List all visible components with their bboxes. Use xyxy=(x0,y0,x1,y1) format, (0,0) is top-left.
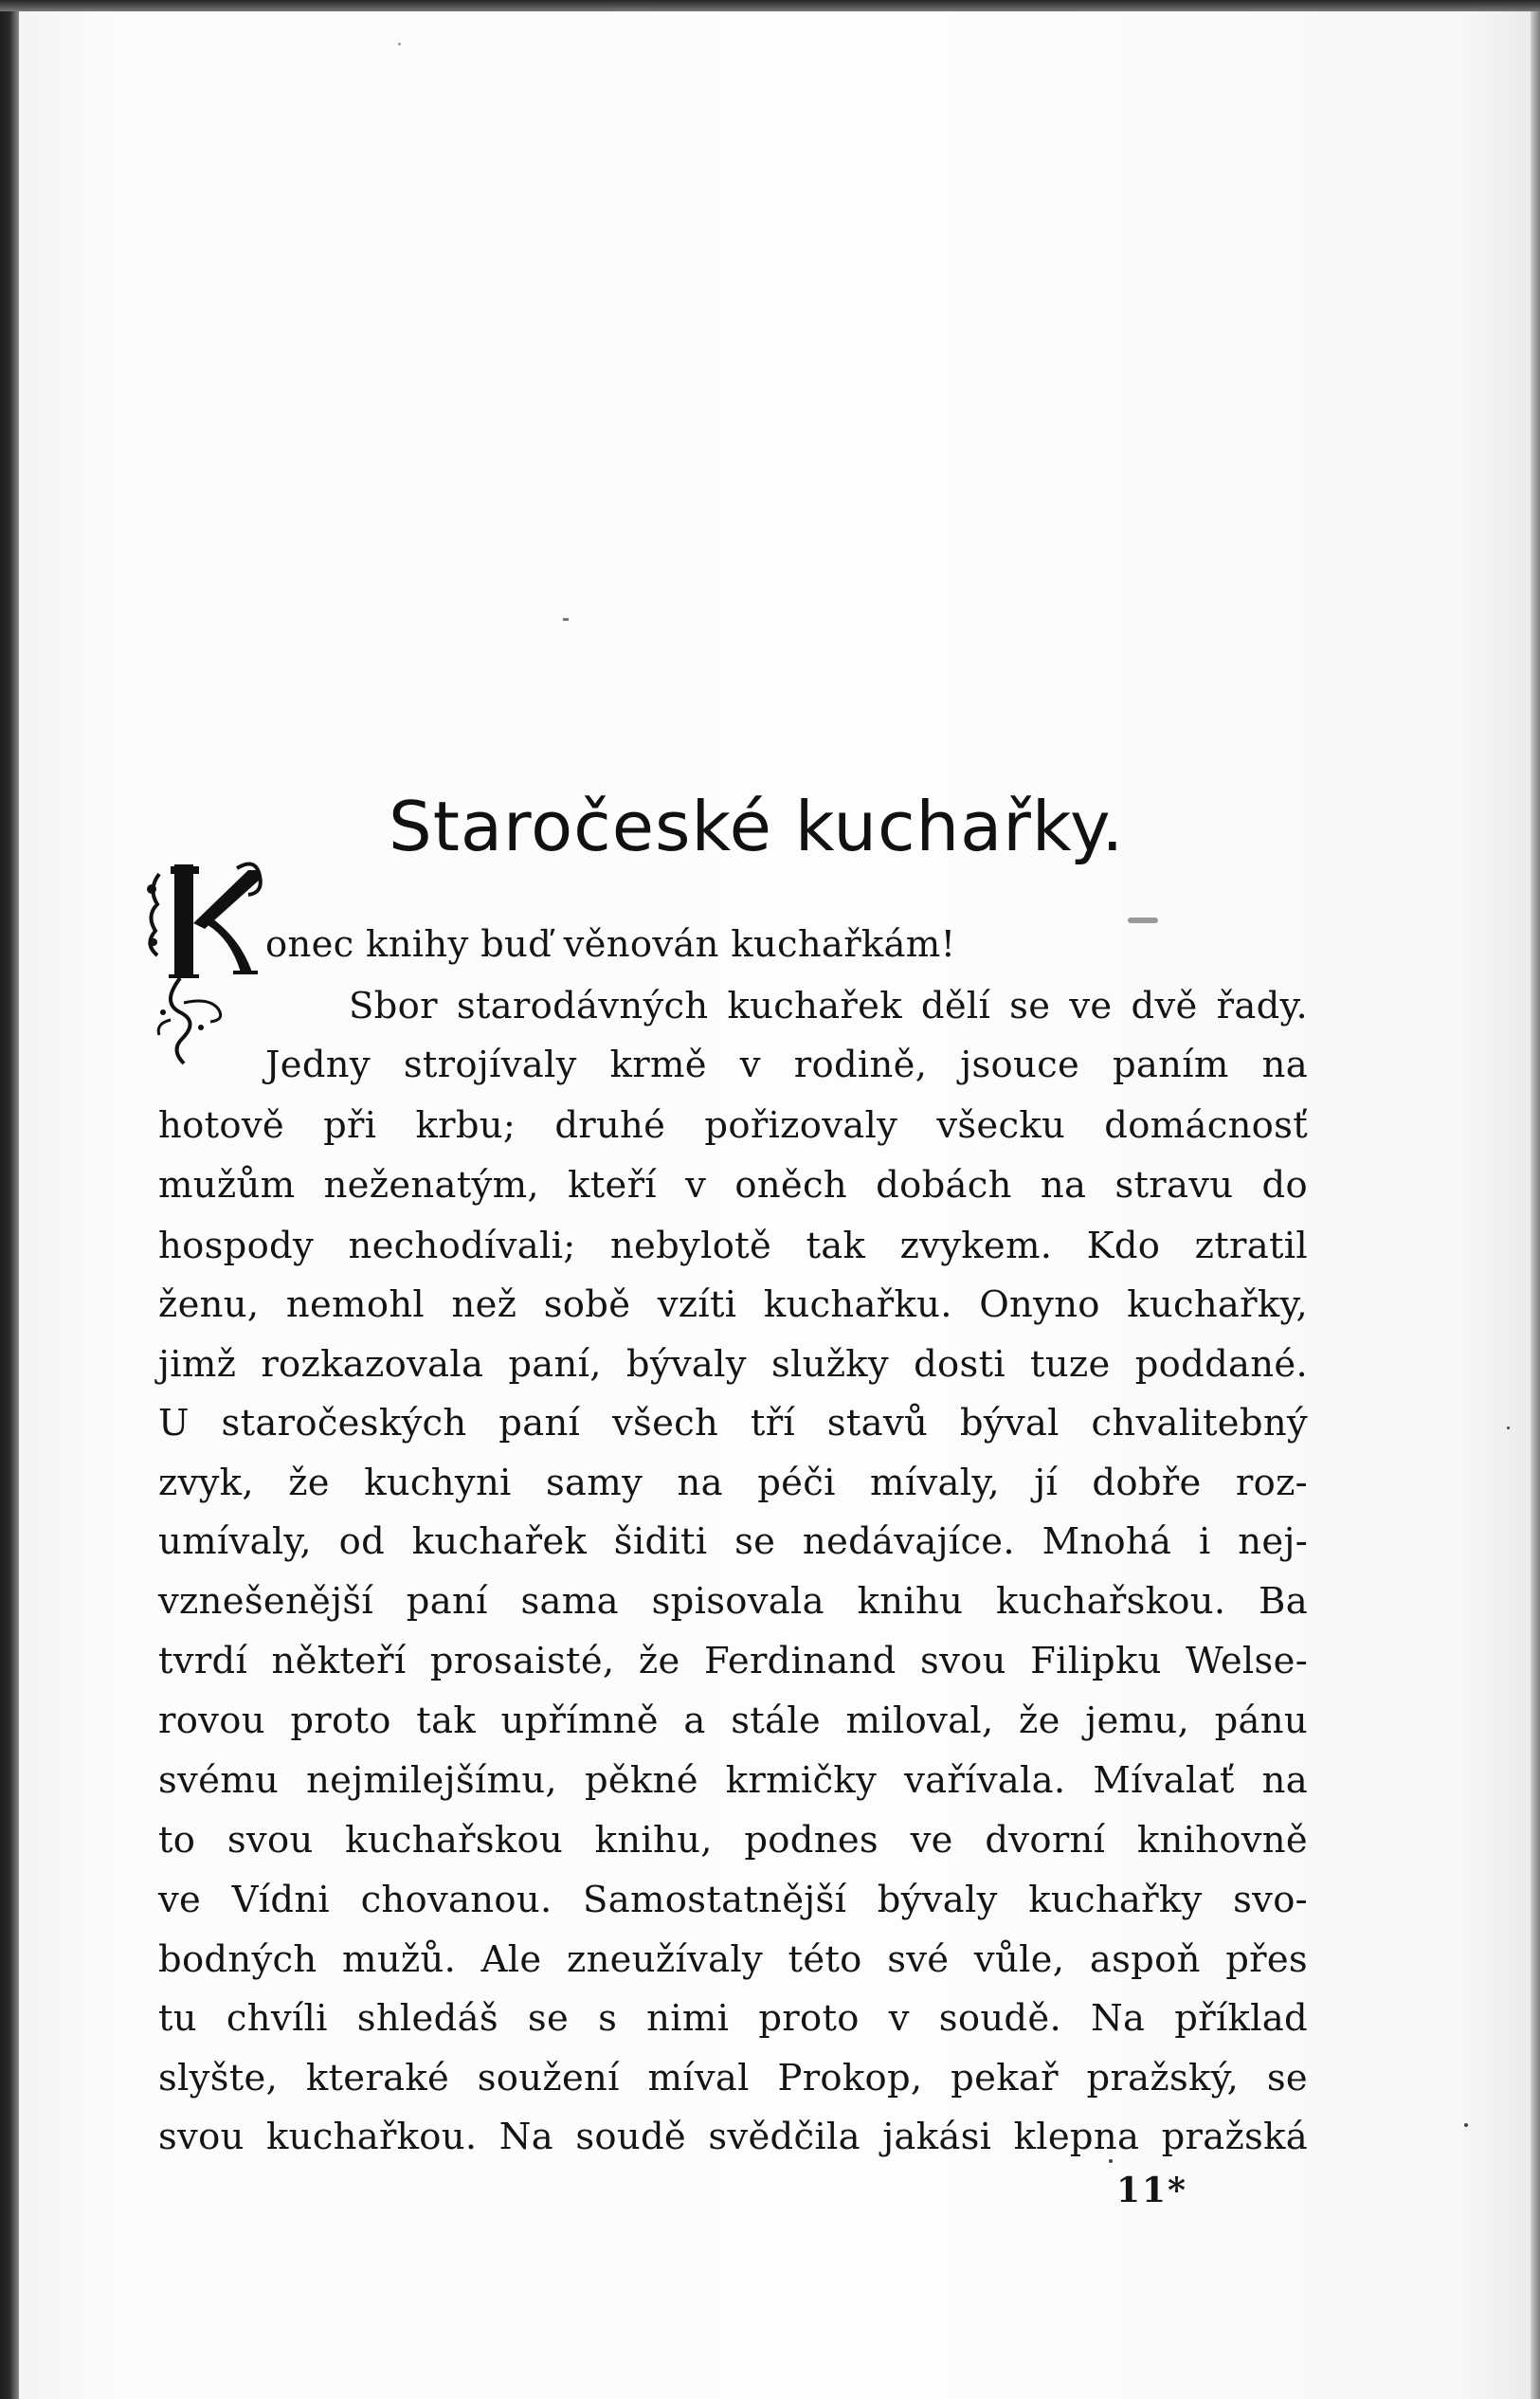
text-line: umívaly, od kuchařek šiditi se nedávajíce. Mnohá i nej- xyxy=(158,1520,1308,1563)
text-line: ve Vídni chovanou. Samostatnější bývaly kuchařky svo- xyxy=(158,1879,1308,1921)
scan-speck xyxy=(1507,1427,1510,1429)
text-line: jimž rozkazovala paní, bývaly služky dosti tuze poddané. xyxy=(158,1343,1308,1386)
scan-edge-right xyxy=(1531,0,1540,2399)
text-line: onec knihy buď věnován kuchařkám! xyxy=(265,923,956,966)
text-line: tvrdí někteří prosaisté, že Ferdinand svou Filipku Welse- xyxy=(158,1640,1308,1682)
text-line: rovou proto tak upřímně a stále miloval, že jemu, pánu xyxy=(158,1699,1308,1742)
text-line: U staročeských paní všech tří stavů býval chvalitebný xyxy=(158,1402,1308,1445)
text-line: zvyk, že kuchyni samy na péči mívaly, jí dobře roz- xyxy=(158,1462,1308,1504)
text-line: ženu, nemohl než sobě vzíti kuchařku. Onyno kuchařky, xyxy=(158,1283,1308,1326)
scan-speck xyxy=(398,43,401,45)
text-line: Jedny strojívaly krmě v rodině, jsouce paním na xyxy=(265,1044,1308,1086)
text-line: svému nejmilejšímu, pěkné krmičky vařívala. Mívalať na xyxy=(158,1759,1308,1802)
text-line: vznešenější paní sama spisovala knihu kuchařskou. Ba xyxy=(158,1580,1308,1623)
scan-speck xyxy=(1464,2123,1468,2127)
print-mark xyxy=(563,618,569,621)
text-line: mužům neženatým, kteří v oněch dobách na stravu do xyxy=(158,1164,1308,1207)
text-line: to svou kuchařskou knihu, podnes ve dvorní knihovně xyxy=(158,1819,1308,1862)
text-line: hospody nechodívali; nebylotě tak zvykem. Kdo ztratil xyxy=(158,1225,1308,1267)
text-line: svou kuchařkou. Na soudě svědčila jakási klepna pražská xyxy=(158,2116,1308,2158)
text-line: bodných mužů. Ale zneužívaly této své vůle, aspoň přes xyxy=(158,1938,1308,1981)
page-number: 11* xyxy=(1116,2171,1187,2210)
text-line: tu chvíli shledáš se s nimi proto v soudě. Na příklad xyxy=(158,1997,1308,2040)
ornamental-initial-k xyxy=(142,861,263,1067)
text-line: hotově při krbu; druhé pořizovaly všecku domácnosť xyxy=(158,1104,1308,1147)
chapter-title: Staročeské kuchařky. xyxy=(389,787,1125,866)
text-line: slyšte, kteraké soužení míval Prokop, pekař pražský, se xyxy=(158,2057,1308,2099)
text-line: Sbor starodávných kuchařek dělí se ve dvě řady. xyxy=(349,985,1308,1027)
